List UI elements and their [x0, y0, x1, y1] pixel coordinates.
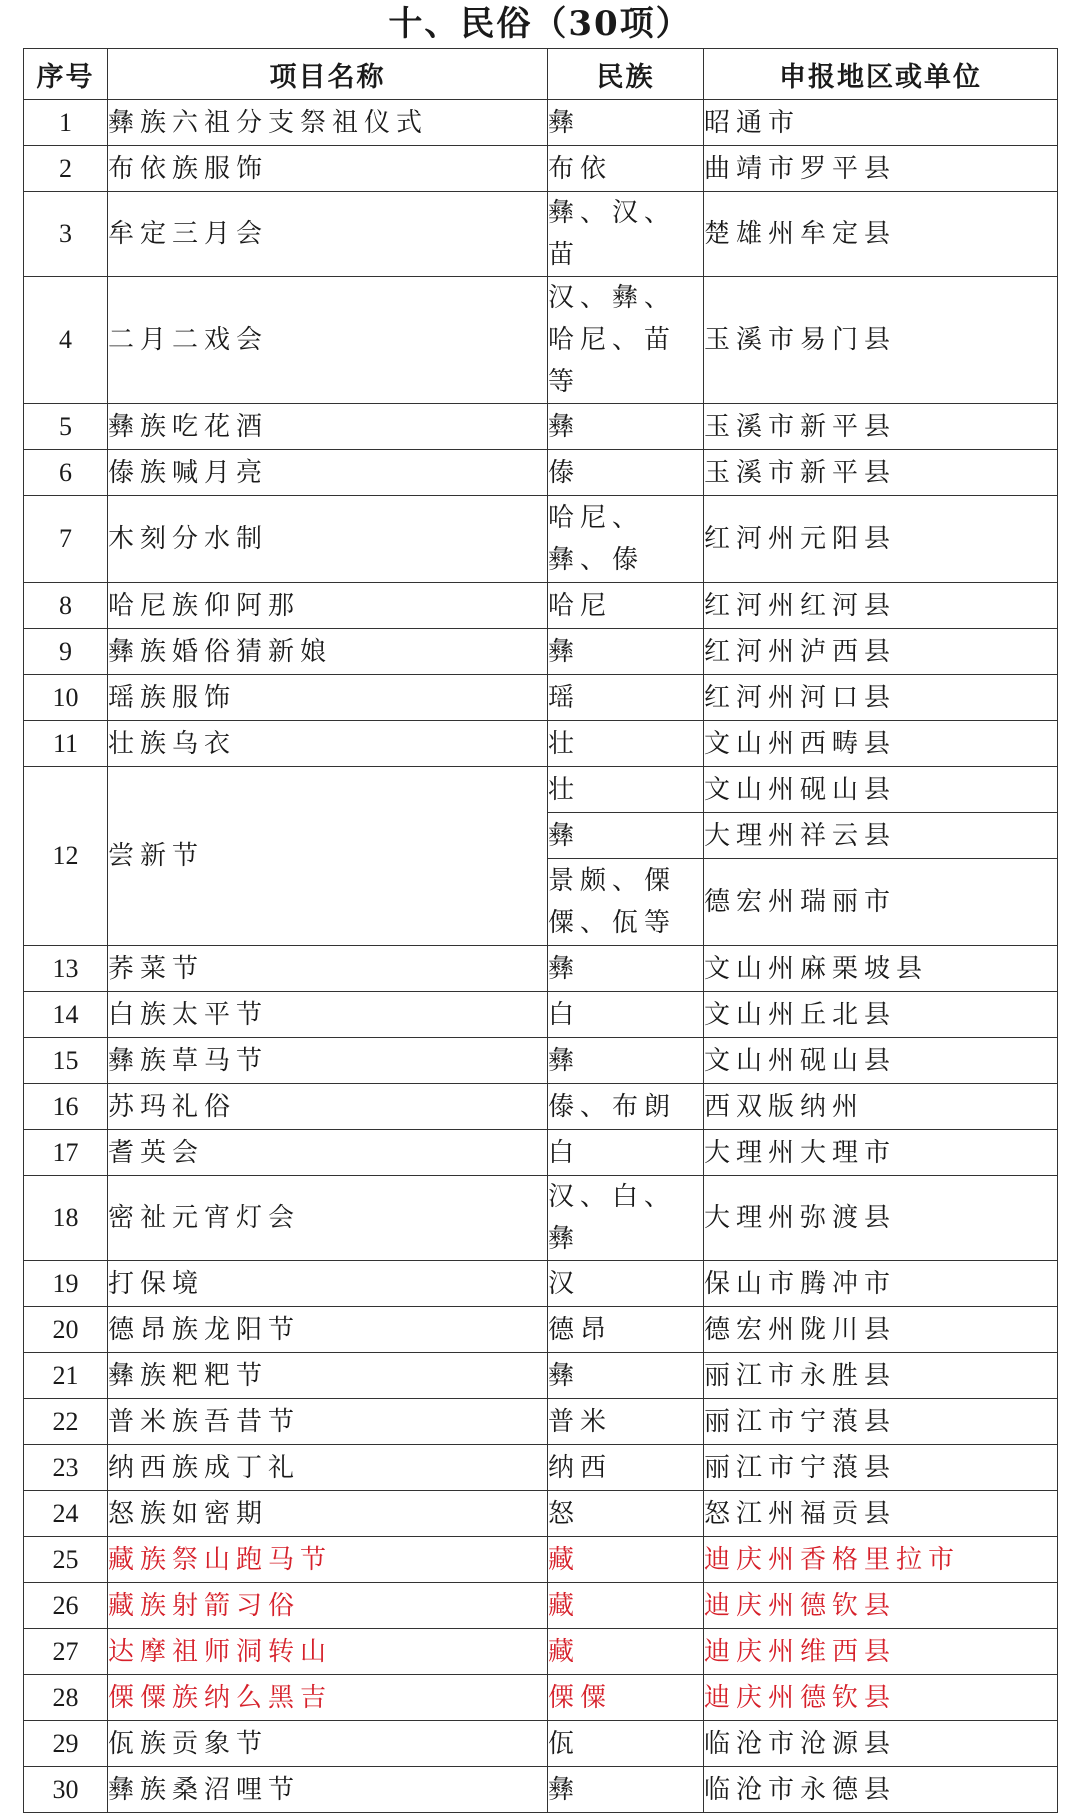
item-name: 彝族吃花酒 — [108, 404, 548, 450]
row-number: 17 — [24, 1130, 108, 1176]
region: 红河州红河县 — [704, 583, 1058, 629]
table-row — [24, 1307, 1058, 1353]
header-row — [24, 49, 1058, 100]
region: 文山州麻栗坡县 — [704, 946, 1058, 992]
table-row — [24, 721, 1058, 767]
ethnicity: 彝 — [548, 1038, 704, 1084]
ethnicity: 藏 — [548, 1537, 704, 1583]
table-row — [24, 1130, 1058, 1176]
region: 楚雄州牟定县 — [704, 192, 1058, 277]
row-number: 19 — [24, 1261, 108, 1307]
table-row — [24, 1629, 1058, 1675]
region: 迪庆州香格里拉市 — [704, 1537, 1058, 1583]
table-row — [24, 1399, 1058, 1445]
row-number: 28 — [24, 1675, 108, 1721]
ethnicity: 壮 — [548, 767, 704, 813]
ethnicity: 纳西 — [548, 1445, 704, 1491]
region: 迪庆州德钦县 — [704, 1675, 1058, 1721]
table-row — [24, 1767, 1058, 1813]
row-number: 10 — [24, 675, 108, 721]
ethnicity: 瑶 — [548, 675, 704, 721]
item-name: 彝族桑沼哩节 — [108, 1767, 548, 1813]
row-number: 3 — [24, 192, 108, 277]
region: 临沧市沧源县 — [704, 1721, 1058, 1767]
table-row — [24, 1038, 1058, 1084]
item-name: 布依族服饰 — [108, 146, 548, 192]
ethnicity: 彝 — [548, 946, 704, 992]
item-name: 彝族粑粑节 — [108, 1353, 548, 1399]
table-row — [24, 1084, 1058, 1130]
region: 文山州砚山县 — [704, 1038, 1058, 1084]
item-name: 达摩祖师洞转山 — [108, 1629, 548, 1675]
table-row — [24, 100, 1058, 146]
row-number: 15 — [24, 1038, 108, 1084]
item-name: 尝新节 — [108, 767, 548, 946]
item-name: 傈僳族纳么黑吉 — [108, 1675, 548, 1721]
ethnicity: 彝 — [548, 1353, 704, 1399]
page-title: 十、民俗（30项） — [388, 4, 692, 44]
region: 丽江市宁蒗县 — [704, 1399, 1058, 1445]
row-number: 8 — [24, 583, 108, 629]
table-row — [24, 1537, 1058, 1583]
header-region: 申报地区或单位 — [704, 49, 1058, 100]
row-number: 27 — [24, 1629, 108, 1675]
ethnicity: 彝 — [548, 404, 704, 450]
item-name: 佤族贡象节 — [108, 1721, 548, 1767]
row-number: 29 — [24, 1721, 108, 1767]
region: 文山州丘北县 — [704, 992, 1058, 1038]
ethnicity: 彝 — [548, 1767, 704, 1813]
ethnicity: 傣 — [548, 450, 704, 496]
ethnicity: 彝 — [548, 813, 704, 859]
item-name: 打保境 — [108, 1261, 548, 1307]
region: 临沧市永德县 — [704, 1767, 1058, 1813]
region: 怒江州福贡县 — [704, 1491, 1058, 1537]
item-name: 瑶族服饰 — [108, 675, 548, 721]
table-row — [24, 629, 1058, 675]
ethnicity: 怒 — [548, 1491, 704, 1537]
item-name: 耆英会 — [108, 1130, 548, 1176]
table-row — [24, 1353, 1058, 1399]
item-name: 苏玛礼俗 — [108, 1084, 548, 1130]
ethnicity: 汉、彝、哈尼、苗等 — [548, 277, 704, 404]
item-name: 彝族六祖分支祭祖仪式 — [108, 100, 548, 146]
region: 大理州弥渡县 — [704, 1176, 1058, 1261]
table-row — [24, 992, 1058, 1038]
row-number: 24 — [24, 1491, 108, 1537]
item-name: 普米族吾昔节 — [108, 1399, 548, 1445]
item-name: 怒族如密期 — [108, 1491, 548, 1537]
region: 玉溪市新平县 — [704, 450, 1058, 496]
ethnicity: 德昂 — [548, 1307, 704, 1353]
region: 文山州西畴县 — [704, 721, 1058, 767]
region: 西双版纳州 — [704, 1084, 1058, 1130]
row-number: 14 — [24, 992, 108, 1038]
row-number: 2 — [24, 146, 108, 192]
ethnicity: 佤 — [548, 1721, 704, 1767]
row-number: 30 — [24, 1767, 108, 1813]
header-name: 项目名称 — [108, 49, 548, 100]
item-name: 傣族喊月亮 — [108, 450, 548, 496]
region: 大理州大理市 — [704, 1130, 1058, 1176]
region: 迪庆州德钦县 — [704, 1583, 1058, 1629]
item-name: 藏族祭山跑马节 — [108, 1537, 548, 1583]
ethnicity: 景颇、傈僳、佤等 — [548, 859, 704, 946]
region: 德宏州瑞丽市 — [704, 859, 1058, 946]
ethnicity: 彝 — [548, 629, 704, 675]
header-index: 序号 — [24, 49, 108, 100]
item-name: 藏族射箭习俗 — [108, 1583, 548, 1629]
item-name: 彝族婚俗猜新娘 — [108, 629, 548, 675]
row-number: 26 — [24, 1583, 108, 1629]
ethnicity: 彝 — [548, 100, 704, 146]
row-number: 16 — [24, 1084, 108, 1130]
item-name: 密祉元宵灯会 — [108, 1176, 548, 1261]
item-name: 哈尼族仰阿那 — [108, 583, 548, 629]
table-row — [24, 1261, 1058, 1307]
header-ethnicity: 民族 — [548, 49, 704, 100]
region: 丽江市永胜县 — [704, 1353, 1058, 1399]
row-number: 5 — [24, 404, 108, 450]
item-name: 二月二戏会 — [108, 277, 548, 404]
region: 玉溪市易门县 — [704, 277, 1058, 404]
ethnicity: 布依 — [548, 146, 704, 192]
table-row — [24, 496, 1058, 583]
region: 昭通市 — [704, 100, 1058, 146]
item-name: 牟定三月会 — [108, 192, 548, 277]
row-number: 11 — [24, 721, 108, 767]
heritage-table — [23, 48, 1058, 1813]
region: 红河州河口县 — [704, 675, 1058, 721]
region: 保山市腾冲市 — [704, 1261, 1058, 1307]
ethnicity: 藏 — [548, 1629, 704, 1675]
ethnicity: 彝、汉、苗 — [548, 192, 704, 277]
ethnicity: 白 — [548, 992, 704, 1038]
row-number: 12 — [24, 767, 108, 946]
item-name: 白族太平节 — [108, 992, 548, 1038]
table-row — [24, 404, 1058, 450]
ethnicity: 汉、白、彝 — [548, 1176, 704, 1261]
region: 红河州元阳县 — [704, 496, 1058, 583]
table-row — [24, 1445, 1058, 1491]
ethnicity: 哈尼、彝、傣 — [548, 496, 704, 583]
row-number: 20 — [24, 1307, 108, 1353]
table-row — [24, 1491, 1058, 1537]
item-name: 荞菜节 — [108, 946, 548, 992]
table-row — [24, 583, 1058, 629]
table-row — [24, 1583, 1058, 1629]
table-row — [24, 767, 1058, 813]
item-name: 德昂族龙阳节 — [108, 1307, 548, 1353]
table-row — [24, 946, 1058, 992]
row-number: 23 — [24, 1445, 108, 1491]
ethnicity: 壮 — [548, 721, 704, 767]
region: 曲靖市罗平县 — [704, 146, 1058, 192]
ethnicity: 藏 — [548, 1583, 704, 1629]
table-row — [24, 1176, 1058, 1261]
item-name: 木刻分水制 — [108, 496, 548, 583]
row-number: 21 — [24, 1353, 108, 1399]
item-name: 纳西族成丁礼 — [108, 1445, 548, 1491]
item-name: 壮族乌衣 — [108, 721, 548, 767]
region: 丽江市宁蒗县 — [704, 1445, 1058, 1491]
region: 德宏州陇川县 — [704, 1307, 1058, 1353]
ethnicity: 傈僳 — [548, 1675, 704, 1721]
row-number: 22 — [24, 1399, 108, 1445]
table-row — [24, 675, 1058, 721]
table-row — [24, 277, 1058, 404]
region: 文山州砚山县 — [704, 767, 1058, 813]
ethnicity: 哈尼 — [548, 583, 704, 629]
table-row — [24, 1675, 1058, 1721]
region: 玉溪市新平县 — [704, 404, 1058, 450]
row-number: 6 — [24, 450, 108, 496]
table-row — [24, 192, 1058, 277]
row-number: 18 — [24, 1176, 108, 1261]
table-row — [24, 1721, 1058, 1767]
row-number: 13 — [24, 946, 108, 992]
row-number: 9 — [24, 629, 108, 675]
row-number: 7 — [24, 496, 108, 583]
ethnicity: 白 — [548, 1130, 704, 1176]
table-row — [24, 450, 1058, 496]
region: 迪庆州维西县 — [704, 1629, 1058, 1675]
ethnicity: 汉 — [548, 1261, 704, 1307]
region: 大理州祥云县 — [704, 813, 1058, 859]
table-row — [24, 146, 1058, 192]
ethnicity: 傣、布朗 — [548, 1084, 704, 1130]
row-number: 4 — [24, 277, 108, 404]
item-name: 彝族草马节 — [108, 1038, 548, 1084]
row-number: 25 — [24, 1537, 108, 1583]
ethnicity: 普米 — [548, 1399, 704, 1445]
row-number: 1 — [24, 100, 108, 146]
region: 红河州泸西县 — [704, 629, 1058, 675]
